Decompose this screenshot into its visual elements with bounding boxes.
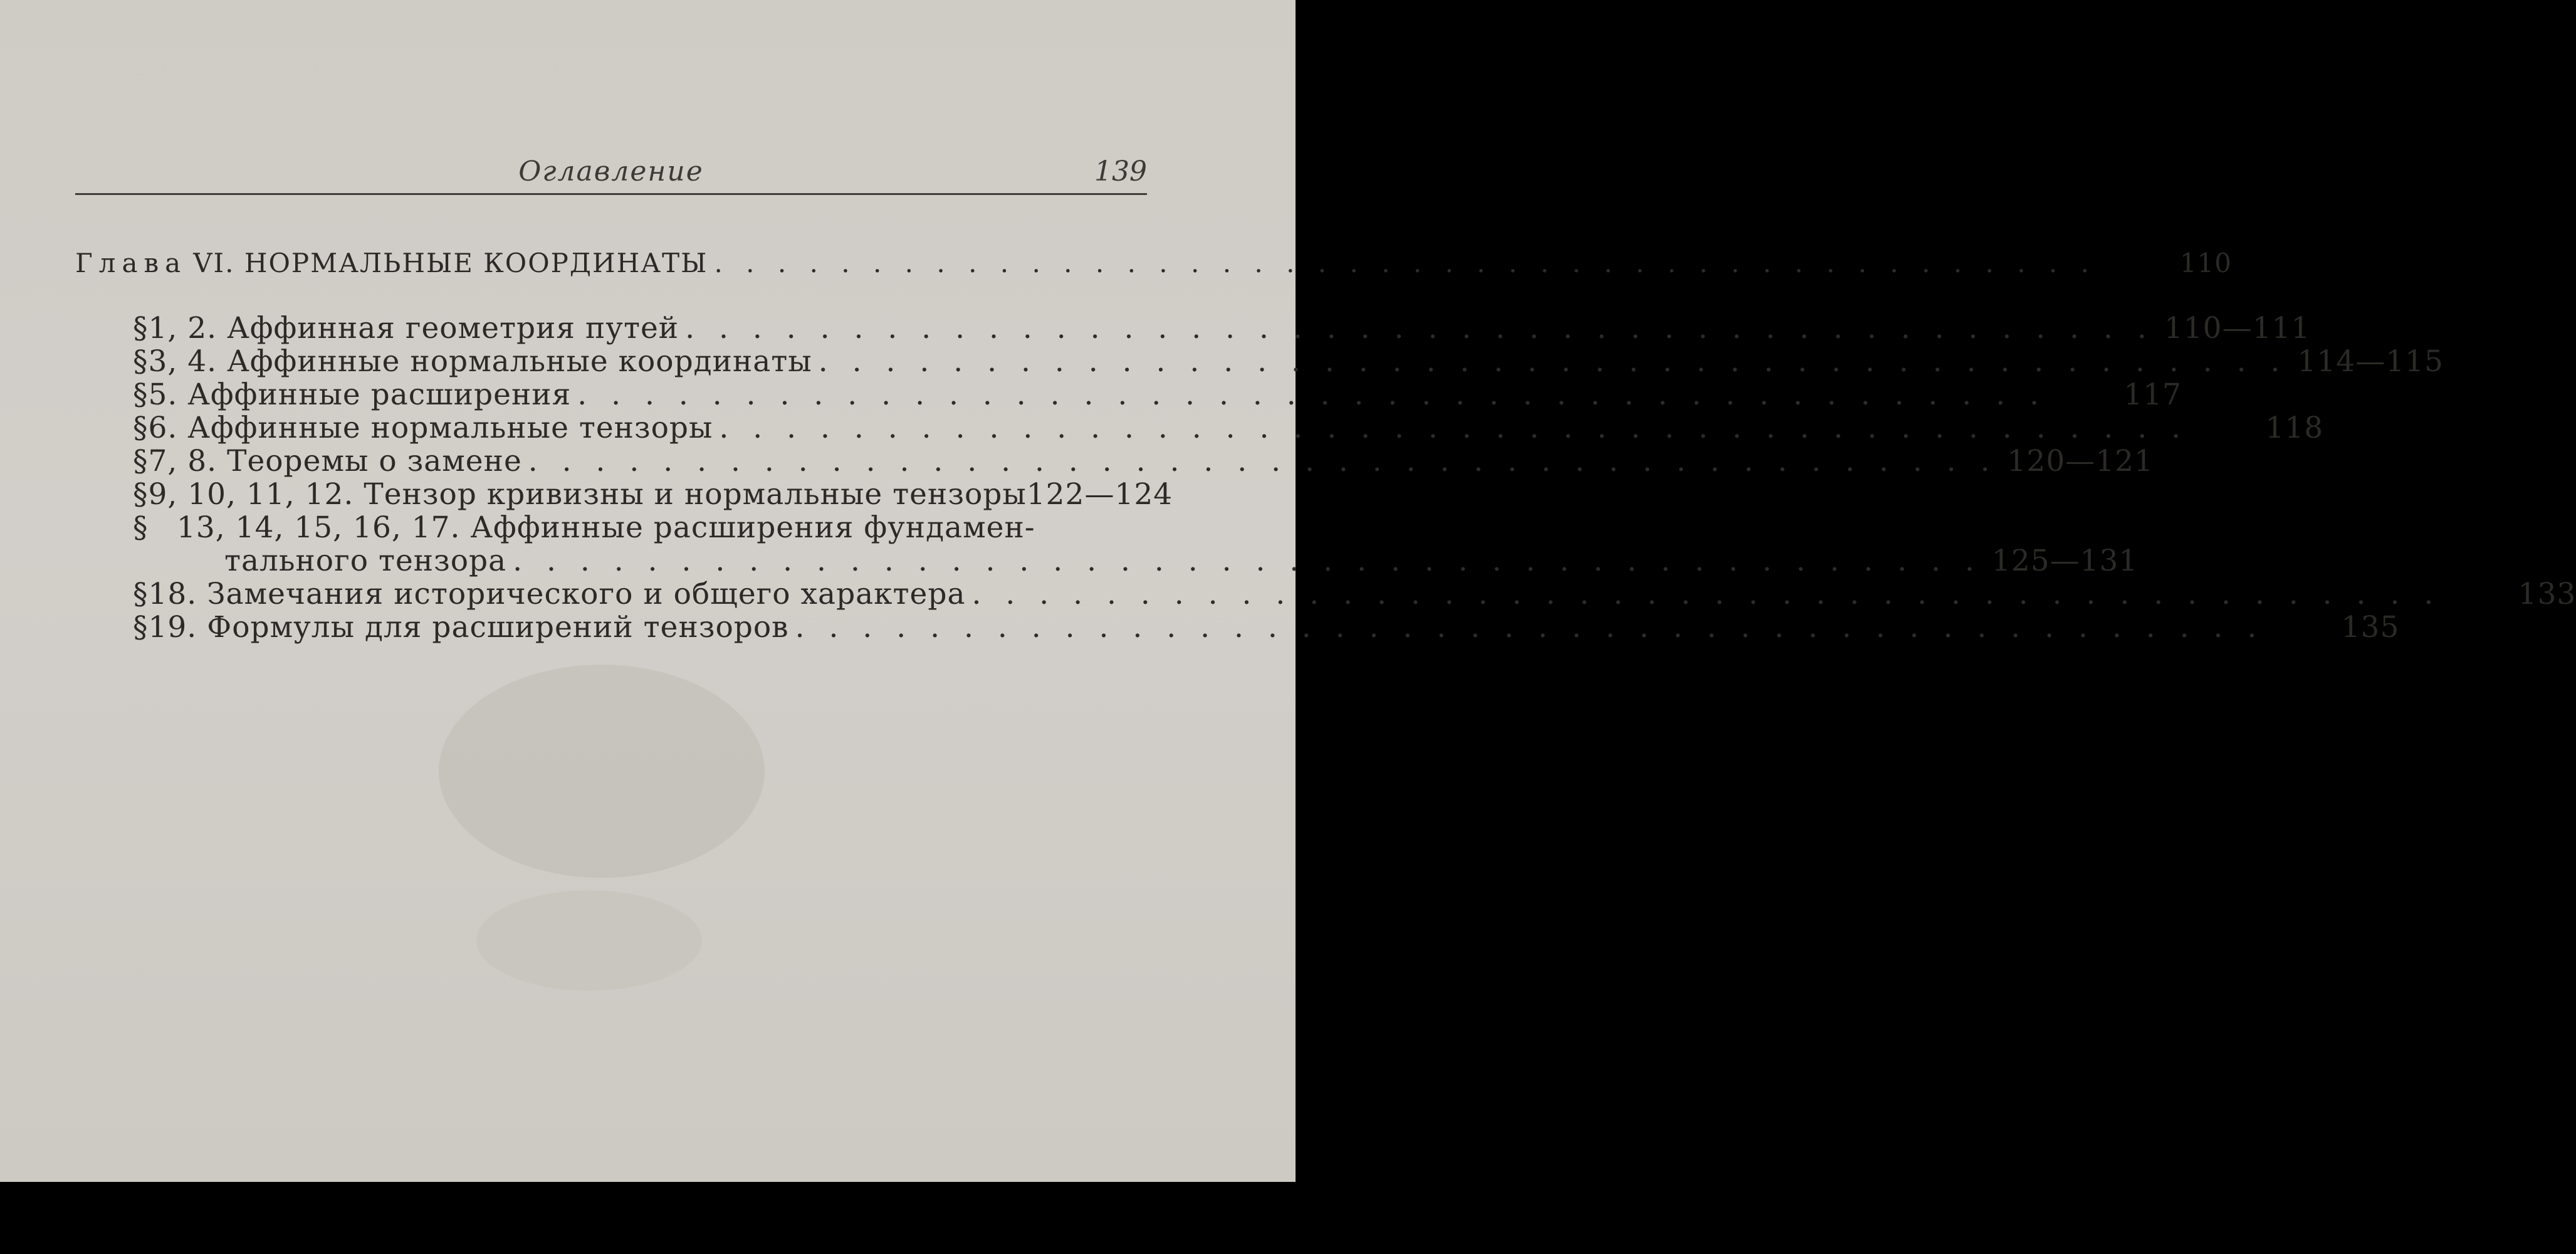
toc-entry-continuation [224, 544, 2139, 578]
section-title: Тензор кривизны и нормальные тензоры [364, 477, 1027, 512]
chapter-label: Глава [75, 248, 187, 278]
dot-leader: . . . . . . . . . . . . . . . . . . . . . . . . . . . . . . . . . . . . . . . . . . . . [528, 444, 1997, 478]
section-page: 133 [2518, 577, 2576, 611]
section-title: Теоремы о замене [227, 444, 522, 478]
section-sign: § [133, 311, 149, 345]
toc-entry [133, 444, 2154, 478]
running-header [75, 155, 1147, 193]
chapter-page: 110 [2179, 248, 2232, 278]
section-numbers: 7, 8. [148, 444, 217, 478]
section-page: 120—121 [2007, 444, 2154, 478]
toc-entry [133, 311, 2311, 345]
page-stain [476, 890, 702, 991]
dot-leader: . . . . . . . . . . . . . . . . . . . . . . . . . . . . . . . . . . . . . . . . . . . . [971, 577, 2441, 611]
section-page: 117 [2123, 377, 2182, 412]
section-page: 122—124 [1026, 477, 1173, 512]
section-sign: § [133, 610, 149, 645]
section-sign: § [133, 411, 149, 445]
dot-leader: . . . . . . . . . . . . . . . . . . . . . . . . . . . . . . . . . . . . . . . . . . . . [719, 411, 2189, 445]
section-title: Аффинные нормальные тензоры [187, 411, 713, 445]
section-numbers: 9, 10, 11, 12. [148, 477, 354, 512]
toc-entry [133, 344, 2444, 379]
section-title-continuation: тального тензора [224, 544, 507, 578]
section-sign: § [133, 444, 149, 478]
section-sign: § [133, 510, 149, 545]
page-title: Оглавление [518, 155, 704, 187]
section-numbers: 5. [148, 377, 178, 412]
section-page: 110—111 [2164, 311, 2311, 345]
dot-leader: . . . . . . . . . . . . . . . . . . . . . . . . . . . . . . . . . . . . . . . . . . . . [685, 311, 2154, 345]
header-rule [75, 193, 1147, 195]
section-sign: § [133, 377, 149, 412]
toc-entry [133, 377, 2182, 412]
dot-leader: . . . . . . . . . . . . . . . . . . . . . . . . . . . . . . . . . . . . . . . . . . . . [795, 610, 2264, 645]
section-numbers: 13, 14, 15, 16, 17. [177, 510, 461, 545]
section-numbers: 18. [148, 577, 197, 611]
section-title: Замечания исторического и общего характера [207, 577, 966, 611]
section-title: Аффинные расширения [187, 377, 572, 412]
page-number: 139 [1094, 155, 1147, 187]
chapter-title: VI. НОРМАЛЬНЫЕ КООРДИНАТЫ [193, 248, 708, 278]
toc-entry [133, 577, 2576, 611]
toc-entry [133, 512, 1147, 544]
dot-leader: . . . . . . . . . . . . . . . . . . . . . . . . . . . . . . . . . . . . . . . . . . . . [577, 377, 2047, 412]
section-numbers: 1, 2. [148, 311, 217, 345]
section-page: 135 [2341, 610, 2400, 645]
dot-leader: . . . . . . . . . . . . . . . . . . . . . . . . . . . . . . . . . . . . . . . . . . . . [818, 344, 2288, 379]
section-numbers: 19. [148, 610, 197, 645]
dot-leader: . . . . . . . . . . . . . . . . . . . . . . . . . . . . . . . . . . . . . . . . . . . . [714, 248, 2097, 278]
section-numbers: 3, 4. [148, 344, 217, 379]
section-sign: § [133, 477, 149, 512]
chapter-entry [75, 247, 2232, 280]
toc-entry [133, 610, 2400, 645]
section-sign: § [133, 577, 149, 611]
dot-leader: . . . . . . . . . . . . . . . . . . . . . . . . . . . . . . . . . . . . . . . . . . . . [513, 544, 1982, 578]
toc-entry [133, 477, 1173, 512]
section-sign: § [133, 344, 149, 379]
section-page: 114—115 [2297, 344, 2444, 379]
page-stain [439, 665, 765, 878]
section-page: 125—131 [1991, 544, 2139, 578]
section-title: Аффинные нормальные координаты [227, 344, 812, 379]
toc-entry [133, 411, 2324, 445]
section-numbers: 6. [148, 411, 178, 445]
section-title: Формулы для расширений тензоров [207, 610, 789, 645]
section-title: Аффинные расширения фундамен- [470, 510, 1035, 545]
section-title: Аффинная геометрия путей [227, 311, 679, 345]
section-page: 118 [2265, 411, 2324, 445]
